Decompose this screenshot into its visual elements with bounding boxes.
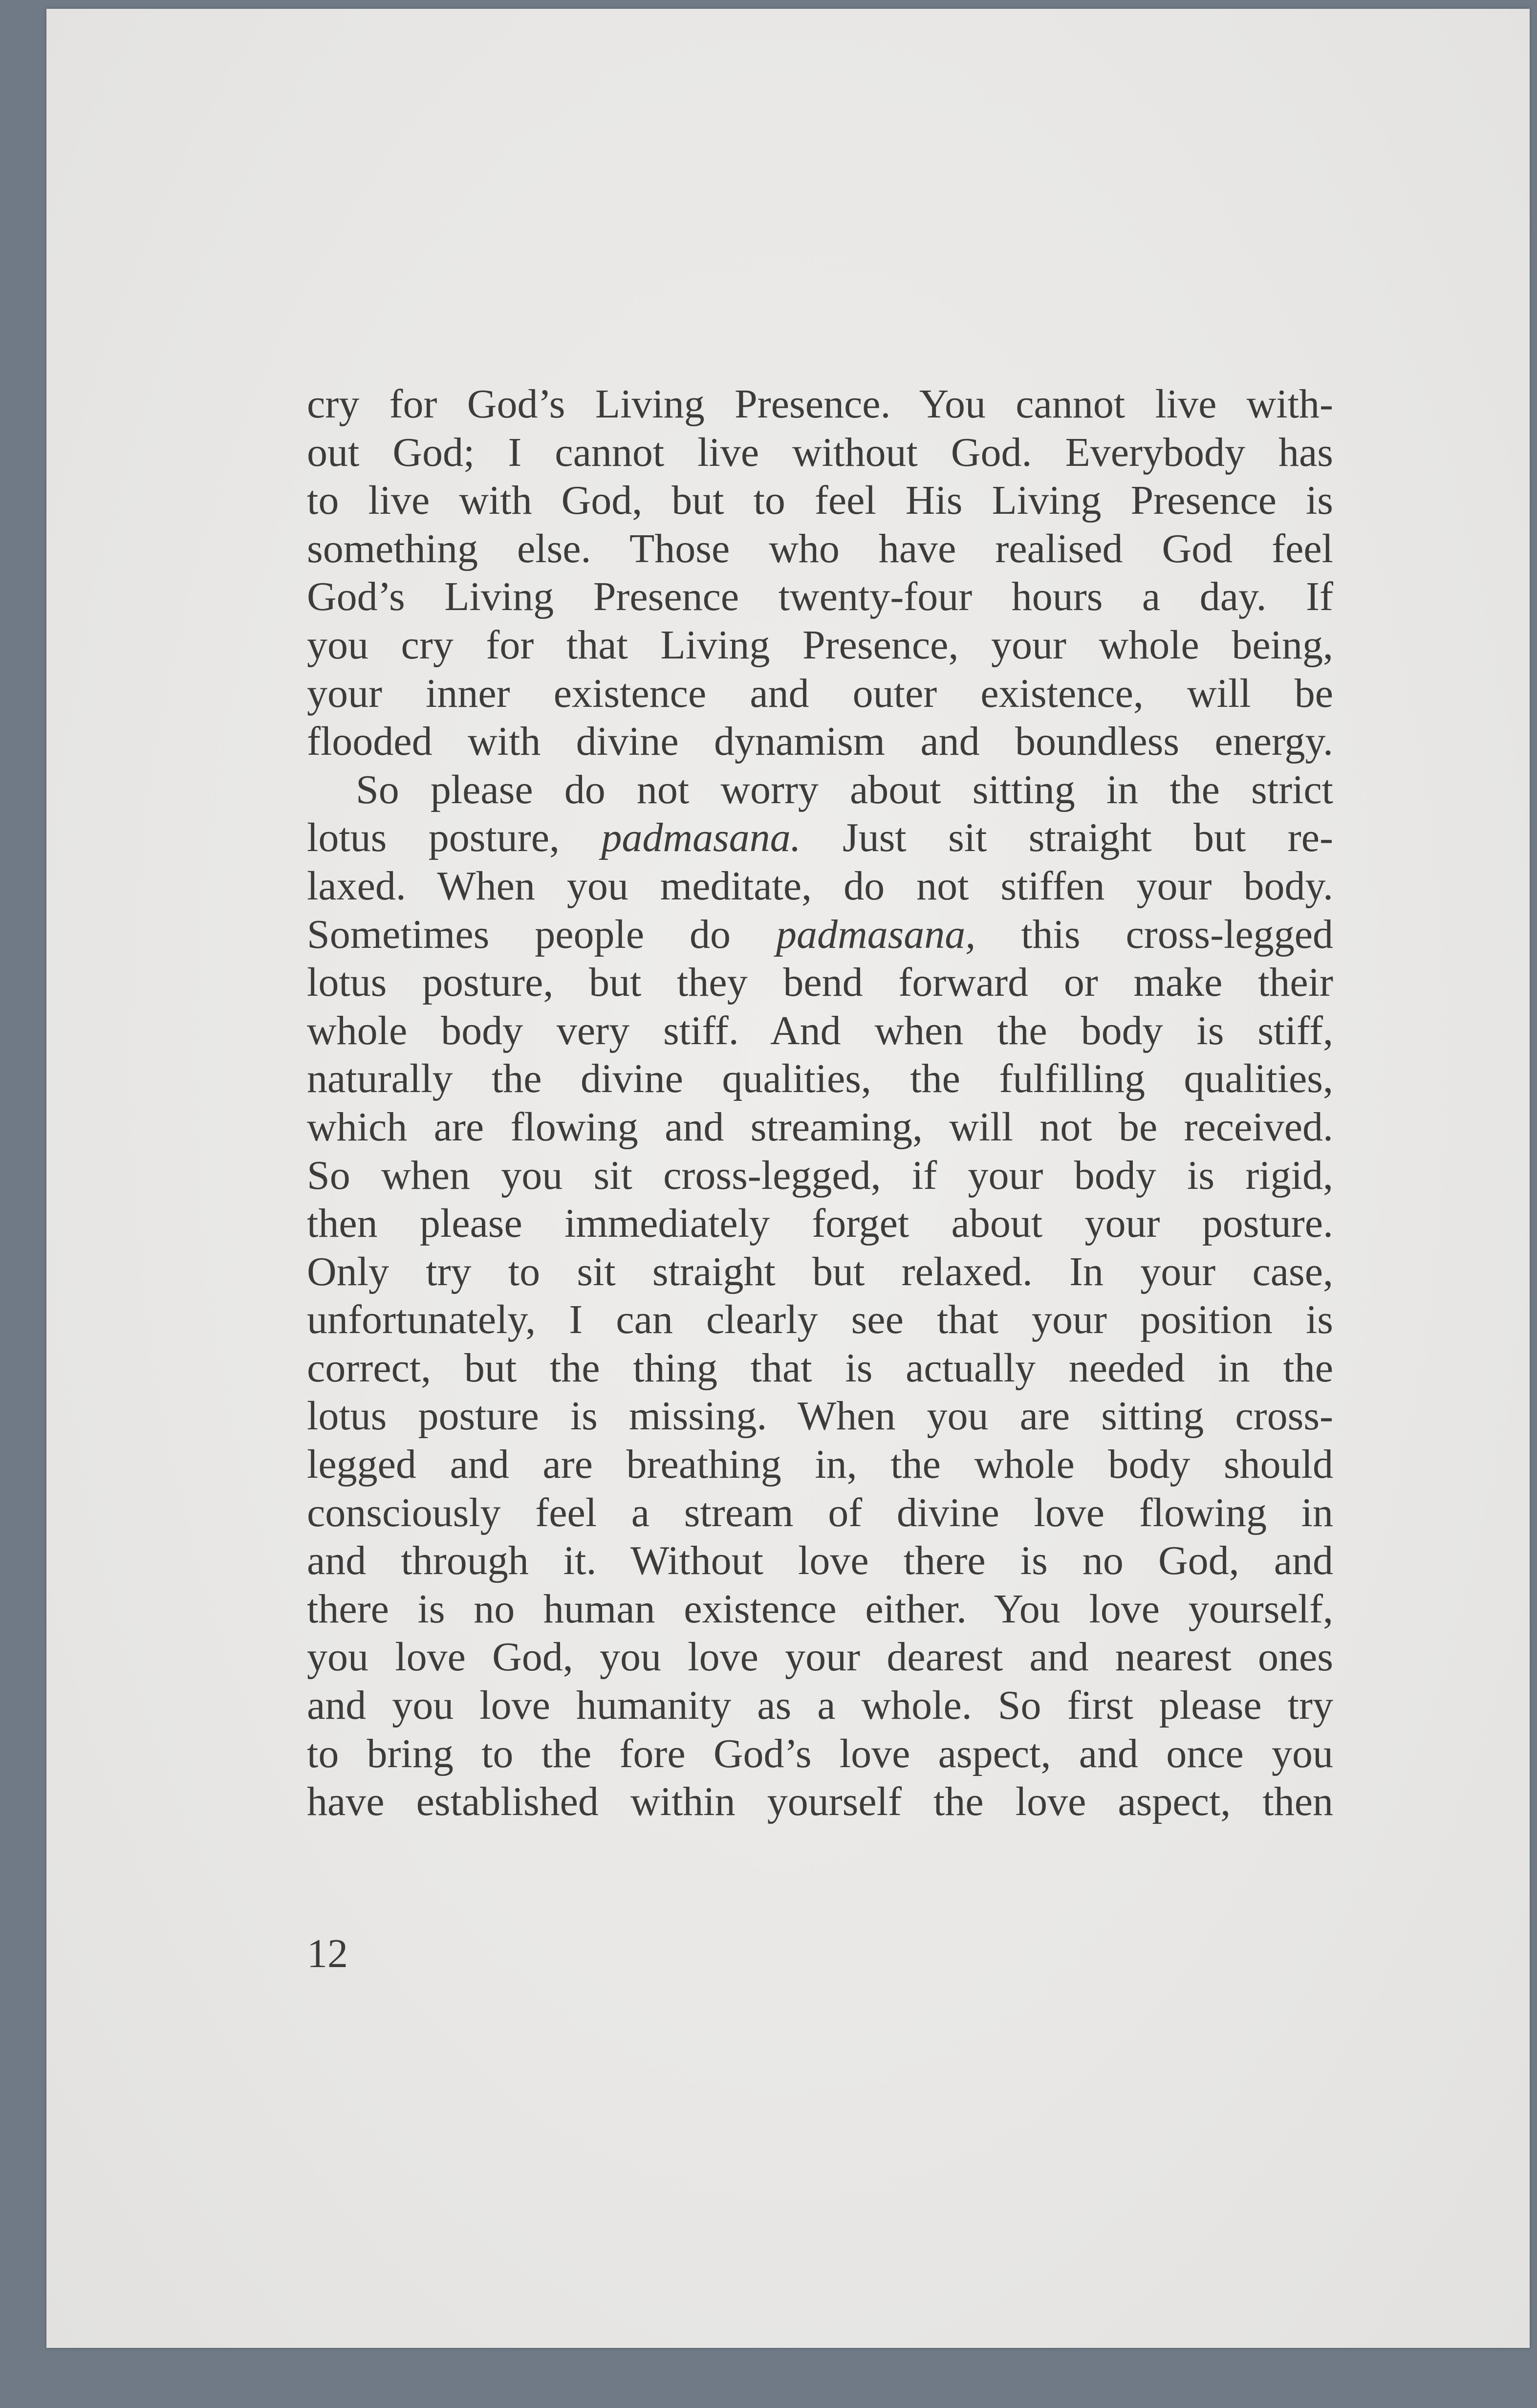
text-line: Only try to sit straight but relaxed. In your case, [307,1248,1333,1294]
text-line: consciously feel a stream of divine love flowing in [307,1489,1333,1535]
text-line: have established within yourself the love aspect, then [307,1779,1333,1825]
text-line [307,814,1333,862]
text-line: there is no human existence either. You love yourself, [307,1586,1333,1632]
text-line: lotus posture is missing. When you are sitting cross- [307,1393,1333,1439]
text-line: cry for God’s Living Presence. You cannot live with- [307,381,1333,427]
text-segment: Sometimes people do [307,911,776,957]
text-line: whole body very stiff. And when the body is stiff, [307,1007,1333,1053]
italic-term: padmasana, [776,911,976,957]
book-page [46,9,1530,2348]
text-line: God’s Living Presence twenty-four hours a day. If [307,574,1333,620]
text-line: and through it. Without love there is no God, and [307,1538,1333,1584]
text-line: you cry for that Living Presence, your whole being, [307,622,1333,668]
text-segment: Just sit straight but re- [801,815,1333,861]
text-line: which are flowing and streaming, will not be received. [307,1104,1333,1150]
text-line: something else. Those who have realised God feel [307,525,1333,571]
text-line: your inner existence and outer existence, will be [307,670,1333,716]
paragraph-start-line: So please do not worry about sitting in the strict [356,766,1333,812]
text-line [307,911,1333,959]
text-line: then please immediately forget about your posture. [307,1201,1333,1247]
text-line: lotus posture, but they bend forward or make their [307,960,1333,1006]
text-line: correct, but the thing that is actually needed in the [307,1345,1333,1391]
italic-term: padmasana. [601,815,801,861]
body-text [307,380,1333,1826]
text-line: to bring to the fore God’s love aspect, and once you [307,1730,1333,1776]
text-line: to live with God, but to feel His Living Presence is [307,478,1333,524]
text-line: So when you sit cross-legged, if your body is rigid, [307,1152,1333,1198]
text-segment: lotus posture, [307,815,602,861]
text-segment: this cross-legged [975,911,1333,957]
text-line: you love God, you love your dearest and nearest ones [307,1634,1333,1680]
text-line: and you love humanity as a whole. So first please try [307,1683,1333,1729]
text-line: unfortunately, I can clearly see that your position is [307,1297,1333,1343]
page-number: 12 [307,1931,348,1976]
text-line: naturally the divine qualities, the fulfilling qualities, [307,1056,1333,1102]
text-line: flooded with divine dynamism and boundless energy. [307,719,1333,765]
text-line: out God; I cannot live without God. Everybody has [307,429,1333,475]
text-line: laxed. When you meditate, do not stiffen your body. [307,863,1333,909]
text-line: legged and are breathing in, the whole body should [307,1442,1333,1488]
